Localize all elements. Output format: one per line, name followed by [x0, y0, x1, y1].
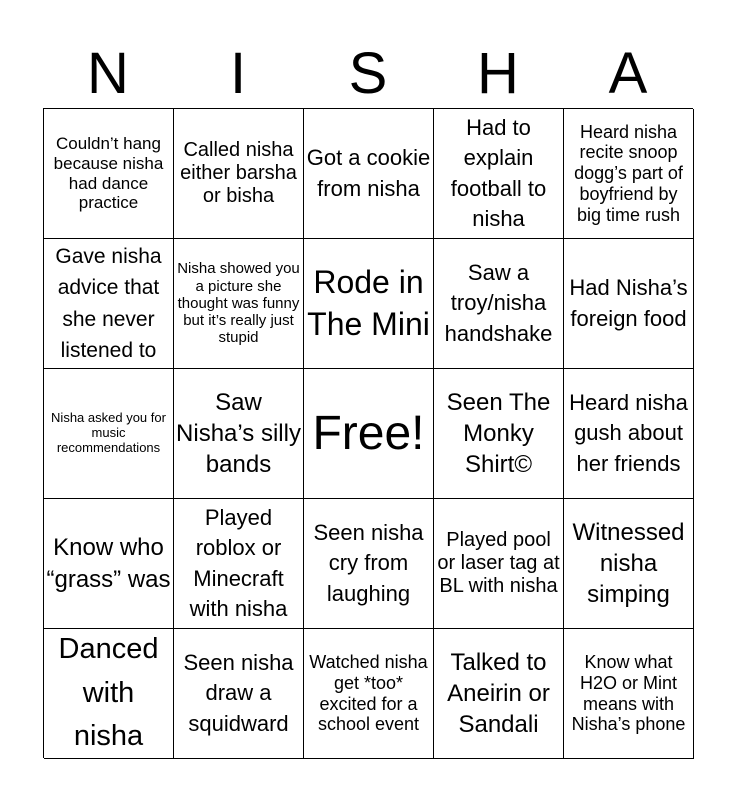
bingo-cell[interactable]: Seen The Monky Shirt©: [434, 369, 564, 499]
header-letter-n: N: [87, 41, 129, 106]
bingo-cell[interactable]: Know what H2O or Mint means with Nisha’s phone: [564, 629, 694, 759]
bingo-cell[interactable]: Saw a troy/nisha handshake: [434, 239, 564, 369]
bingo-grid: [43, 108, 693, 758]
bingo-cell[interactable]: Nisha showed you a picture she thought was funny but it’s really just stupid: [174, 239, 304, 369]
bingo-cell[interactable]: Rode in The Mini: [304, 239, 434, 369]
bingo-cell[interactable]: Had to explain football to nisha: [434, 109, 564, 239]
bingo-cell[interactable]: Got a cookie from nisha: [304, 109, 434, 239]
bingo-cell[interactable]: Watched nisha get *too* excited for a school event: [304, 629, 434, 759]
header-letter-a: A: [608, 41, 648, 106]
header-letter-h: H: [477, 41, 519, 106]
bingo-cell[interactable]: Had Nisha’s foreign food: [564, 239, 694, 369]
header-letter-s: S: [348, 41, 388, 106]
bingo-cell[interactable]: Gave nisha advice that she never listened to: [44, 239, 174, 369]
bingo-cell[interactable]: Know who “grass” was: [44, 499, 174, 629]
bingo-cell[interactable]: Danced with nisha: [44, 629, 174, 759]
bingo-cell[interactable]: Called nisha either barsha or bisha: [174, 109, 304, 239]
bingo-cell[interactable]: Nisha asked you for music recommendations: [44, 369, 174, 499]
bingo-cell[interactable]: Played roblox or Minecraft with nisha: [174, 499, 304, 629]
bingo-cell[interactable]: Seen nisha draw a squidward: [174, 629, 304, 759]
bingo-cell[interactable]: Heard nisha recite snoop dogg’s part of boyfriend by big time rush: [564, 109, 694, 239]
bingo-cell[interactable]: Seen nisha cry from laughing: [304, 499, 434, 629]
bingo-cell[interactable]: Talked to Aneirin or Sandali: [434, 629, 564, 759]
bingo-cell[interactable]: Couldn’t hang because nisha had dance practice: [44, 109, 174, 239]
bingo-cell[interactable]: Played pool or laser tag at BL with nisha: [434, 499, 564, 629]
bingo-header: [43, 40, 693, 108]
header-letter-i: I: [229, 41, 247, 106]
bingo-cell[interactable]: Witnessed nisha simping: [564, 499, 694, 629]
bingo-cell[interactable]: Saw Nisha’s silly bands: [174, 369, 304, 499]
bingo-cell[interactable]: Heard nisha gush about her friends: [564, 369, 694, 499]
free-space[interactable]: Free!: [304, 369, 434, 499]
